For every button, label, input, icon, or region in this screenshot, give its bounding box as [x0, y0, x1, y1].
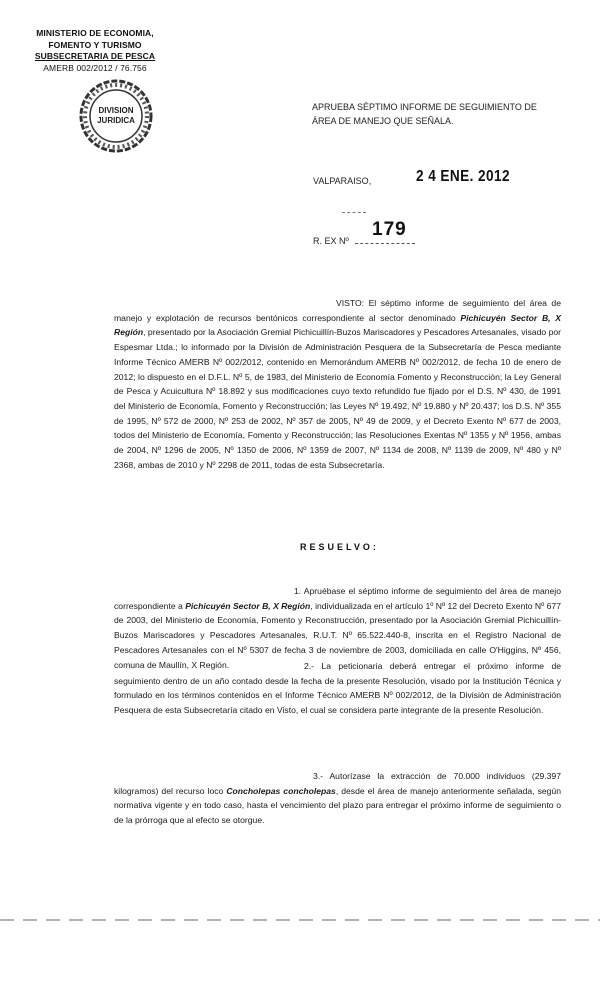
resolution-item-3: [114, 769, 561, 828]
visto-rest: , presentado por la Asociación Gremial Pichicuillín-Buzos Mariscadores y Pescadores Artesanales, visado por Espesmar Ltda.; lo informado por la División de Administración Pesquera de la Subsecretaría de Pesca mediante Informe Técnico AMERB Nº 002/2012, contenido en Memorándum AMERB Nº 002/2012, de fecha 10 de enero de 2012; lo dispuesto en el D.F.L. Nº 5, de 1983, del Ministerio de Economía Fomento y Reconstrucción; la Ley General de Pesca y Acuicultura Nº 18.892 y sus modificaciones cuyo texto refundido fue fijado por el D.S. Nº 430, de 1991 del Ministerio de Economía, Fomento y Reconstrucción; las Leyes Nº 19.492, Nº 19.880 y Nº 20.437; los D.S. Nº 355 de 1995, Nº 572 de 2000, Nº 253 de 2002, Nº 357 de 2005, Nº 49 de 2009, y el Decreto Exento Nº 677 de 2003, todos del Ministerio de Economía, Fomento y Reconstrucción; las Resoluciones Exentas Nº 1355 y Nº 1956, ambas de 2004, Nº 1296 de 2005, Nº 1350 de 2006, Nº 1359 de 2007, Nº 1134 de 2008, Nº 1139 de 2009, Nº 480 y Nº 2368, ambas de 2010 y Nº 2298 de 2011, todas de esta Subsecretaría.: [114, 327, 561, 470]
place-label: VALPARAISO,: [313, 176, 372, 186]
visto-intro: VISTO: El séptimo informe de seguimiento del área de manejo y explotación de recursos bentónicos correspondiente al sector denominado: [114, 298, 561, 323]
resolution-label: R. EX Nº: [313, 236, 349, 246]
resuelvo-heading: RESUELVO:: [300, 542, 379, 552]
item-3-species: Concholepas concholepas: [226, 785, 336, 796]
divider: [342, 212, 366, 213]
header-line-ministry: MINISTERIO DE ECONOMIA,: [36, 28, 154, 38]
visto-sector: Pichicuyén Sector B, X Región: [114, 312, 562, 338]
header-line-fomento: FOMENTO Y TURISMO: [48, 39, 142, 50]
resolution-number: 179: [372, 219, 407, 240]
division-juridica-stamp: [78, 78, 154, 154]
visto-paragraph: [114, 296, 561, 472]
resolution-item-2: 2.- La peticionaria deberá entregar el próximo informe de seguimiento dentro de un año contado desde la fecha de la presente Resolución, visado por la Institución Técnica y formulado en los términos contenidos en el Informe Técnico AMERB Nº 002/2012, de la División de Administración Pesquera de esta Subsecretaría citado en Visto, el cual se considera parte integrante de la presente Resolución.: [114, 661, 561, 716]
header-line-reference: AMERB 002/2012 / 76.756: [43, 62, 147, 73]
item-1-sector: Pichicuyén Sector B, X Región: [185, 600, 311, 611]
item-3-text-b: , desde el área de manejo anteriormente señalada, según normativa vigente y en todo caso, hasta el vencimiento del plazo para entregar el próximo informe de seguimiento o de la prórroga que al efecto se otorgue.: [114, 785, 561, 826]
divider: [355, 243, 415, 244]
stamp-text-juridica: JURIDICA: [97, 116, 135, 125]
item-1-text-a: 1. Apruébase el séptimo informe de seguimiento del área de manejo correspondiente a: [114, 586, 561, 611]
footer-dashes: [0, 915, 600, 925]
ministry-header: [20, 28, 170, 74]
item-3-text-a: 3.- Autorízase la extracción de 70.000 individuos (29.397 kilogramos) del recurso loco: [114, 771, 561, 796]
stamp-text-division: DIVISION: [98, 106, 134, 115]
document-date: 2 4 ENE. 2012: [416, 168, 510, 185]
document-subject: APRUEBA SÉPTIMO INFORME DE SEGUIMIENTO DE ÁREA DE MANEJO QUE SEÑALA.: [312, 102, 537, 126]
header-line-subsecretaria: SUBSECRETARIA DE PESCA: [34, 51, 156, 61]
item-1-text-b: , individualizada en el artículo 1º Nº 12 del Decreto Exento Nº 677 de 2003, del Ministerio de Economía, Fomento y Reconstrucción, presentado por la Asociación Gremial Pichicuillín-Buzos Mariscadores y Pescadores Artesanales, R.U.T. Nº 65.522.440-8, inscrita en el Registro Nacional de Pescadores Artesanales con el Nº 5307 de fecha 3 de noviembre de 2003, domiciliada en calle O'Higgins, Nº 456, comuna de Maullín, X Región.: [114, 600, 561, 670]
